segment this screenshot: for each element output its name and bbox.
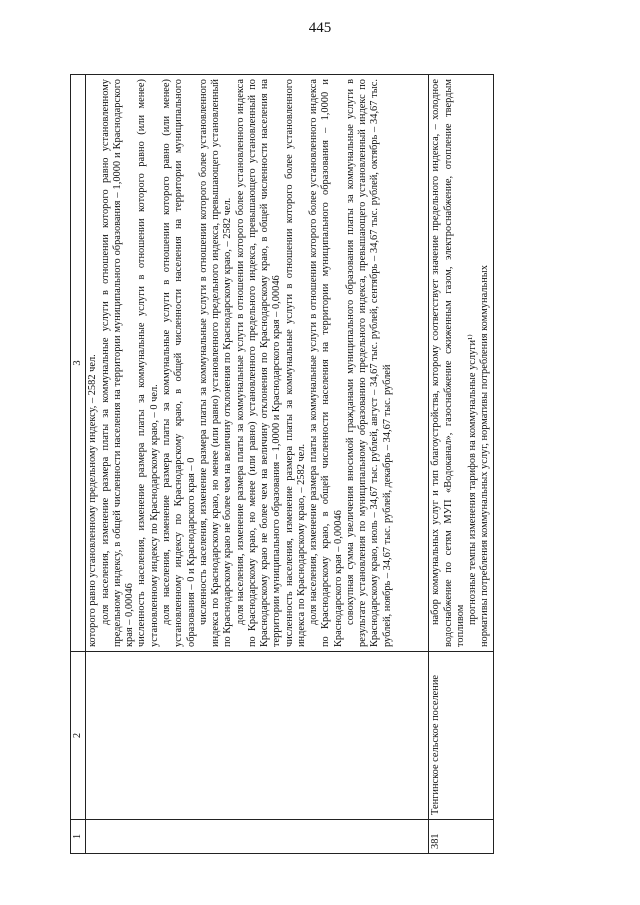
row-description (429, 75, 493, 652)
data-table (70, 74, 494, 854)
paragraph: которого равно установленному предельному индексу, – 2582 чел. (87, 354, 99, 647)
paragraph: прогнозные темпы изменения тарифов на коммунальные услуги¹⁾ (467, 334, 479, 625)
paragraph: набор коммунальных услуг и тип благоустройства, которому соответствует значение предельного индекса, – холодное водоснабжение по сетям МУП «Водоканал», газоснабжение сжиженным газом, электроснабжение, отопление твердым топливом (430, 79, 466, 647)
row-description (86, 75, 429, 652)
paragraph: совокупная сумма увеличения вносимой гражданами муниципального образования платы за коммунальные услуги в результате установления по муниципальному образованию предельного индекса, превышающего установленный индекс по Краснодарскому краю, июль – 34,67 тыс. рублей, август – 34,67 тыс. рублей, сентябрь – 34,67 тыс. рублей, октябрь – 34,67 тыс. рублей, ноябрь – 34,67 тыс. рублей, декабрь – 34,67 тыс. рублей (344, 79, 393, 647)
table-header-row (71, 75, 86, 854)
table-row-continued (86, 75, 429, 854)
paragraph: численность населения, изменение размера платы за коммунальные услуги в отношении которого более установленного индекса по Краснодарскому краю, – 2582 чел. (283, 79, 307, 647)
column-header-1: 1 (71, 820, 86, 854)
paragraph: доля населения, изменение размера платы за коммунальные услуги в отношении которого равно установленному предельному индексу, в общей численности населения на территории муниципального образования – 1,0000 и Краснодарского края – 0,00046 (99, 79, 136, 647)
column-header-2: 2 (71, 652, 86, 820)
column-header-3: 3 (71, 75, 86, 652)
row-name: Тенгинское сельское поселение (429, 652, 493, 820)
row-number (86, 820, 429, 854)
page-number: 445 (308, 20, 332, 36)
paragraph: доля населения, изменение размера платы за коммунальные услуги в отношении которого более установленного индекса по Краснодарскому краю, в общей численности населения на территории муниципального образования – 1,0000 и Краснодарского края – 0,00046 (308, 79, 344, 647)
rotated-table-area (70, 74, 580, 854)
paragraph: численность населения, изменение размера платы за коммунальные услуги в отношении которого более установленного индекса по Краснодарскому краю, но менее (или равно) установленного предельного индекса, превышающего установленный по Краснодарскому краю не более чем на величину отклонения по Краснодарскому краю, – 2582 чел. (197, 79, 234, 647)
paragraph: доля населения, изменение размера платы за коммунальные услуги в отношении которого равно (или менее) установленному индексу по Краснодарскому краю, в общей численности населения на территории муниципального образования – 0 и Краснодарского края – 0 (160, 79, 197, 647)
paragraph: нормативы потребления коммунальных услуг, нормативы потребления коммунальных (479, 265, 491, 647)
row-name (86, 652, 429, 820)
table-row-381 (429, 75, 493, 854)
paragraph: доля населения, изменение размера платы за коммунальные услуги в отношении которого более установленного индекса по Краснодарскому краю, но менее (или равно) установленного предельного индекса, превышающего установленный по Краснодарскому краю не более чем на величину отклонения по Краснодарскому краю, в общей численности населения на территории муниципального образования – 1,0000 и Краснодарского края – 0,00046 (234, 79, 283, 647)
row-number: 381 (429, 820, 493, 854)
paragraph: численность населения, изменение размера платы за коммунальные услуги в отношении которого равно (или менее) установленному индексу по Краснодарскому краю, – 0 чел. (136, 79, 160, 647)
